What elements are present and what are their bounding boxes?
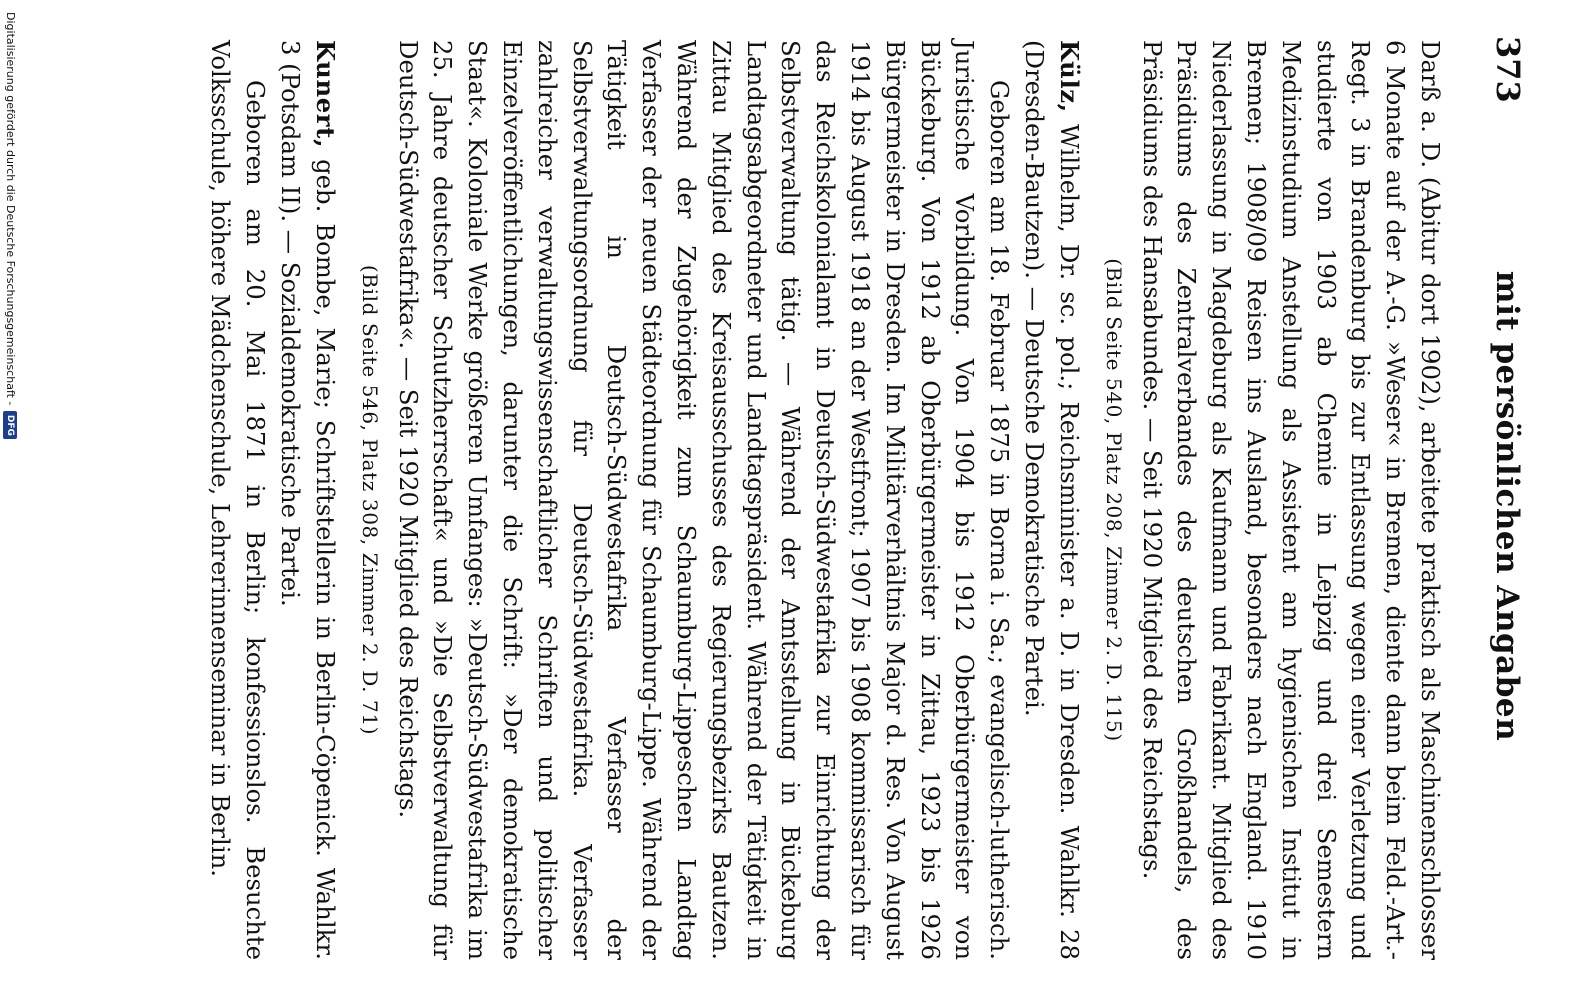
running-head: mit persönlichen Angaben: [1489, 270, 1525, 742]
picture-note: (Bild Seite 546, Platz 308, Zimmer 2. D. 71): [357, 264, 382, 736]
entry-continuation: [1098, 40, 1447, 960]
entry-kunert: [203, 40, 342, 960]
picture-note: (Bild Seite 540, Platz 208, Zimmer 2. D. 115): [1101, 258, 1126, 742]
entry-continuation-text: Darß a. D. (Abitur dort 1902), arbeitete praktisch als Maschinenschlosser 6 Monate auf der A.-G. »Weser« in Bremen, diente dann beim Feld.-Art.-Regt. 3 in Brandenburg bis zur Entlassung wegen einer Verletzung und studierte von 1903 ab Chemie in Leipzig und drei Semestern Medizinstudium Anstellung als Assistent am hygienischen Institut in Bremen; 1908/09 Reisen ins Ausland, besonders nach England. 1910 Niederlassung in Magdeburg als Kaufmann und Fabrikant. Mitglied des Präsidiums des Zentralverbandes des deutschen Großhandels, des Präsidiums des Hansabundes. — Seit 1920 Mitglied des Reichstags.: [1137, 40, 1445, 960]
dfg-logo: DFG: [3, 411, 17, 439]
entry-kuelz: [354, 40, 1086, 960]
digitization-credit: [1, 12, 19, 992]
entry-name: Külz,: [1054, 40, 1084, 113]
credit-text: Digitalisierung gefördert durch die Deutsche Forschungsgemeinschaft -: [4, 12, 17, 406]
entry-header-text: Wilhelm, Dr. sc. pol.; Reichsminister a. D. in Dresden. Wahlkr. 28 (Dresden-Bautzen). — Deutsche Demokratische Partei.: [1020, 40, 1084, 960]
entry-body: Geboren am 18. Februar 1875 in Borna i. Sa.; evangelisch-lutherisch. Juristische Vorbildung. Von 1904 bis 1912 Oberbürgermeister von Bückeburg. Von 1912 ab Oberbürgermeister in Zittau, 1923 bis 1926 Bürgermeister in Dresden. Im Militärverhältnis Major d. Res. Von August 1914 bis August 1918 an der Westfront; 1907 bis 1908 kommissarisch für das Reichskolonialamt in Deutsch-Südwestafrika zur Einrichtung der Selbstverwaltung tätig. — Während der Amtsstellung in Bückeburg Landtagsabgeordneter und Landtagspräsident. Während der Tätigkeit in Zittau Mitglied des Kreisausschusses des Regierungsbezirks Bautzen. Während der Zugehörigkeit zum Schaumburg-Lippeschen Landtag Verfasser der neuen Städteordnung für Schaumburg-Lippe. Während der Tätigkeit in Deutsch-Südwestafrika Verfasser der Selbstverwaltungsordnung für Deutsch-Südwestafrika. Verfasser zahlreicher verwaltungswissenschaftlicher Schriften und politischer Einzelveröffentlichungen, darunter die Schrift: »Der demokratische Staat«. Koloniale Werke größeren Umfanges: »Deutsch-Südwestafrika im 25. Jahre deutscher Schutzherrschaft« und »Die Selbstverwaltung für Deutsch-Südwestafrika«. — Seit 1920 Mitglied des Reichstags.: [393, 40, 1015, 960]
entry-name: Kunert,: [310, 40, 340, 149]
entry-header: [1016, 40, 1086, 960]
entry-body: Geboren am 20. Mai 1871 in Berlin; konfessionslos. Besuchte Volksschule, höhere Mädchenschule, Lehrerinnenseminar in Berlin.: [206, 40, 271, 960]
page-number: 373: [1489, 36, 1527, 103]
entry-header-text: geb. Bombe, Marie; Schriftstellerin in Berlin-Cöpenick. Wahlkr. 3 (Potsdam II). — Sozialdemokratische Partei.: [276, 40, 340, 960]
text-block: [17, 40, 1447, 960]
entry-header: [272, 40, 342, 960]
